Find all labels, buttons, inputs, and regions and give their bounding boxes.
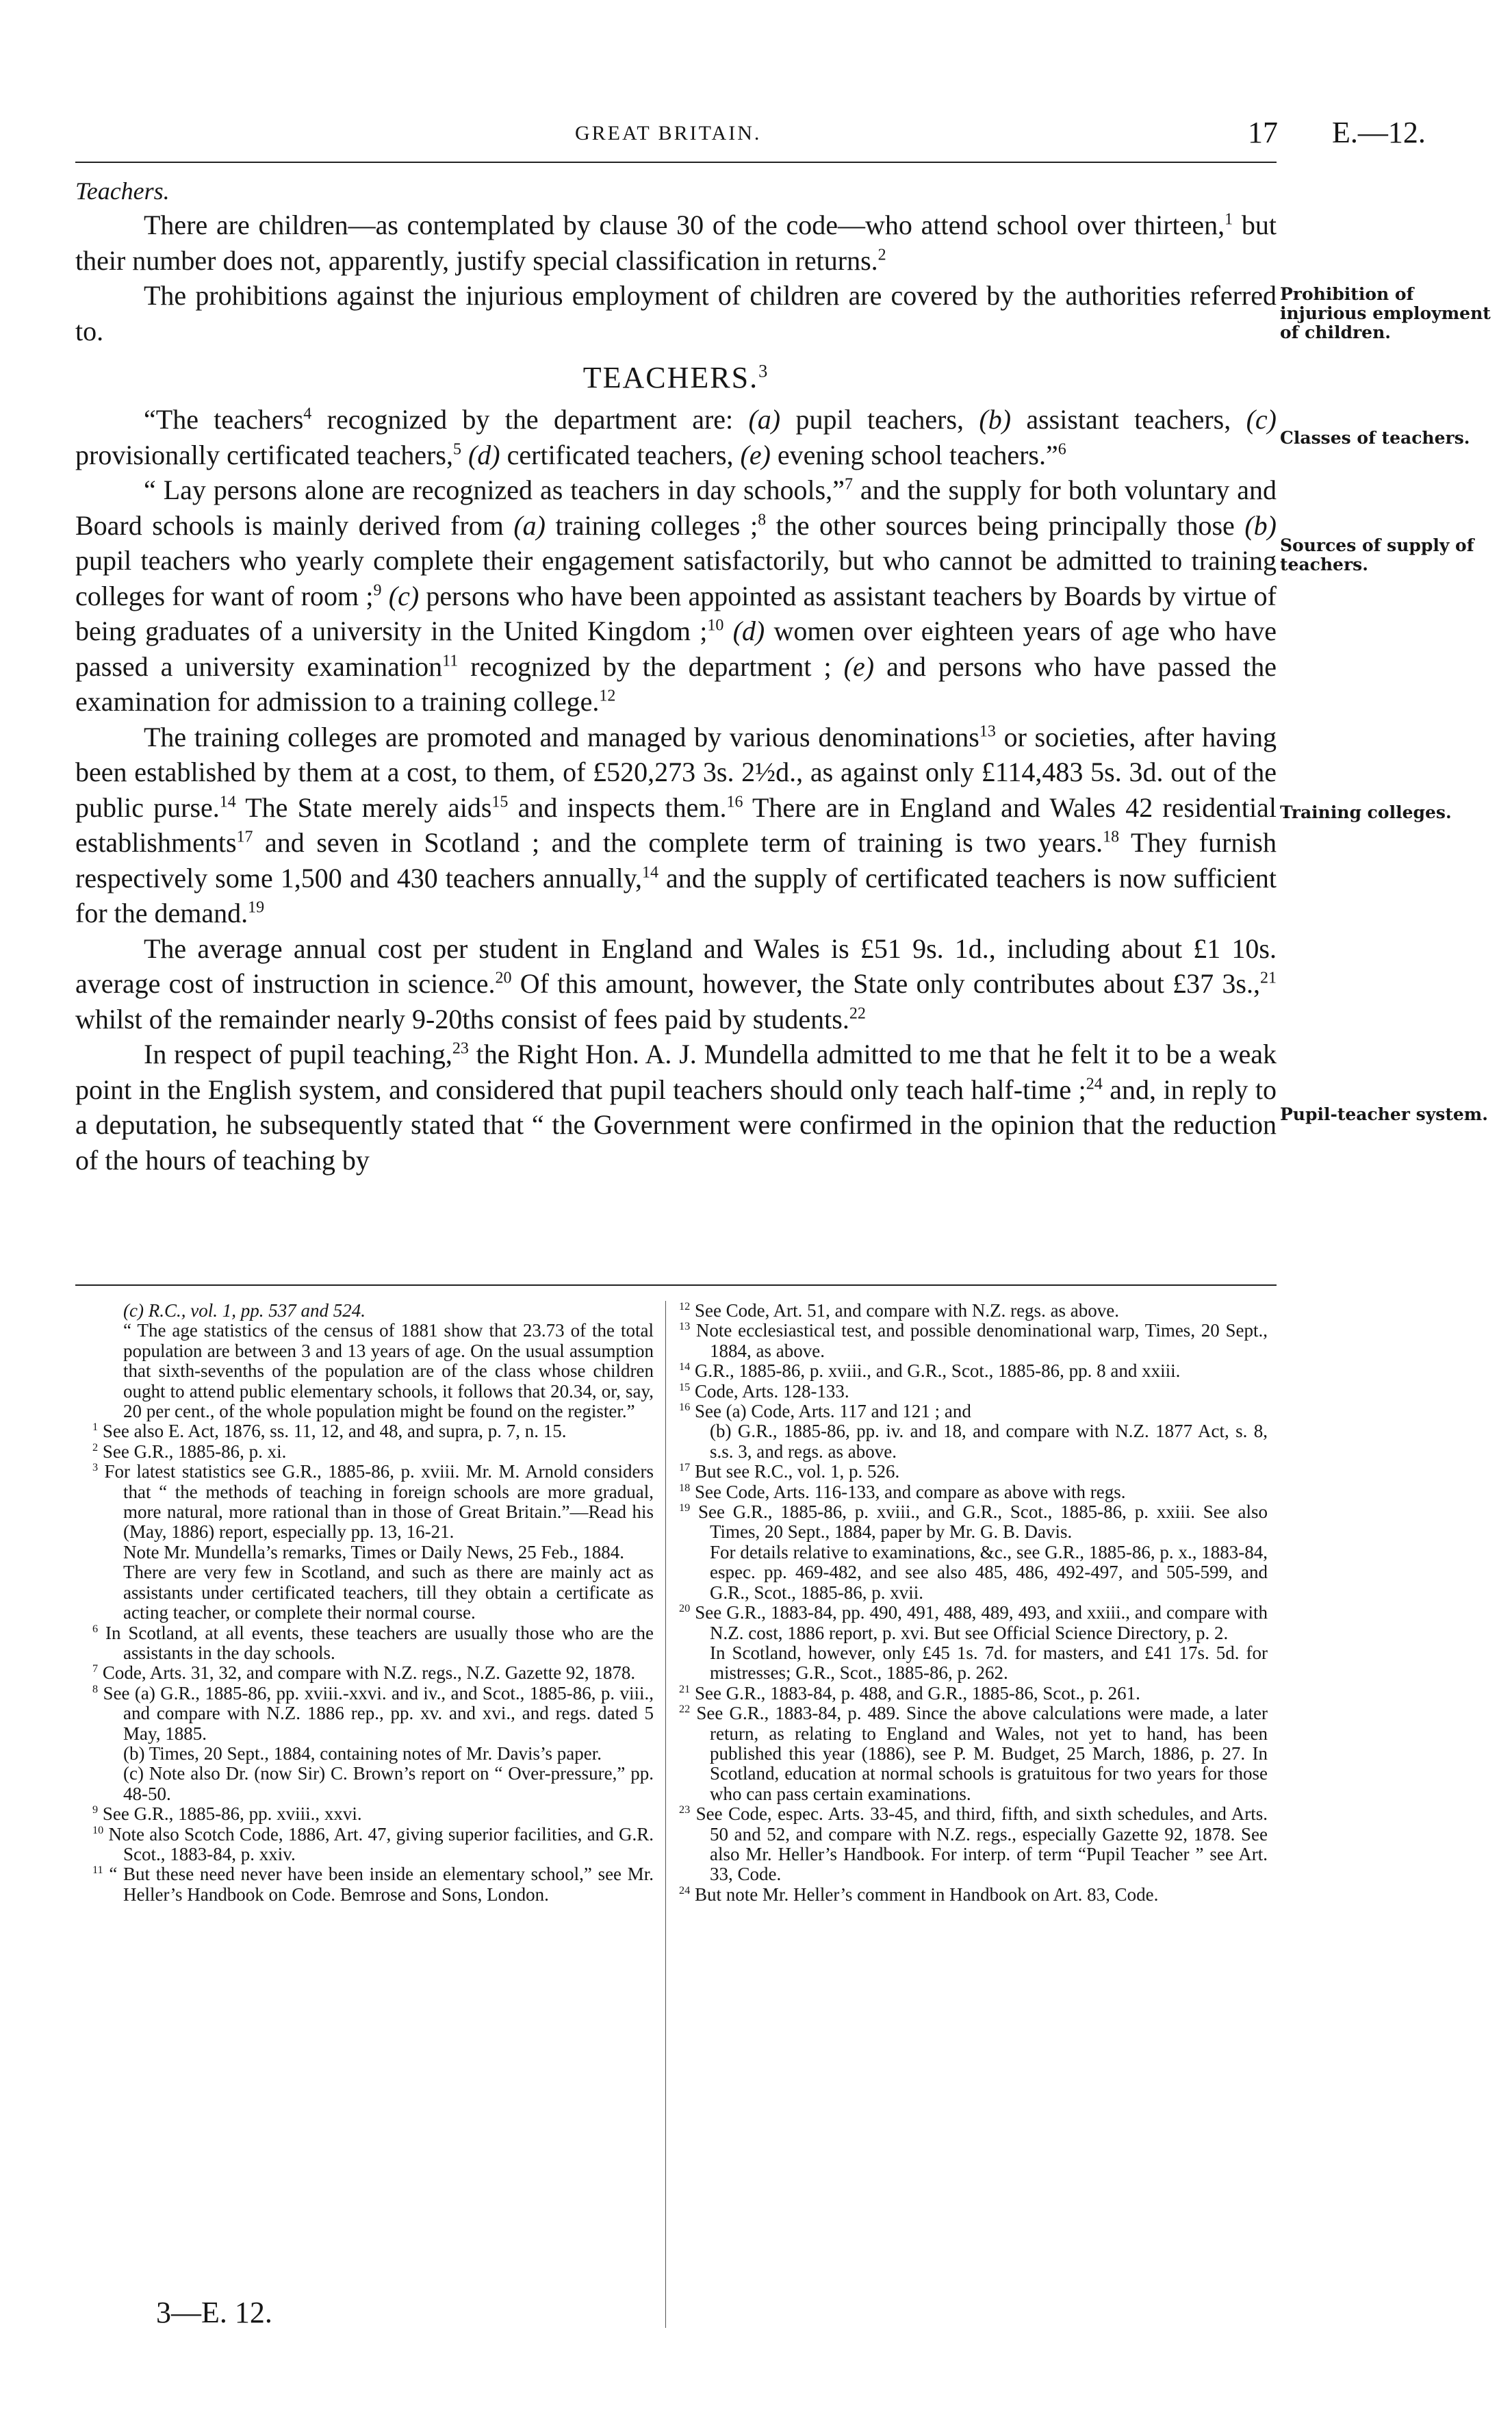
paragraph-pupil-teaching: In respect of pupil teaching,$^{23}$ the Right Hon. A. J. Mundella admitted to me that he felt it to be a weak point in the English system, and considered that pupil teachers should only teach half-time ;$^{24}$ and, in reply to a deputation, he subsequently stated that “ the Government were confirmed in the opinion that the reduction of the hours of teaching by	[75, 1039, 1277, 1176]
marginal-note-prohibition: Prohibition of injurious employment of children.	[1280, 284, 1491, 342]
footnote-left-2: $^1$ See also E. Act, 1876, ss. 11, 12, and 48, and supra, p. 7, n. 15.	[92, 1421, 567, 1442]
marginal-note-training: Training colleges.	[1280, 802, 1452, 822]
footnotes-right-column	[679, 1301, 1268, 1905]
footnote-left-4: $^3$ For latest statistics see G.R., 1885-86, p. xviii. Mr. M. Arnold considers that “ the methods of teaching in foreign schools are more gradual, more natural, more rational than in those of Great Britain.”—Read his (May, 1886) report, especially pp. 13, 16-21.	[92, 1461, 654, 1543]
footnote-right-2: $^{14}$ G.R., 1885-86, p. xviii., and G.R., Scot., 1885-86, pp. 8 and xxiii.	[679, 1360, 1181, 1382]
paragraph-prohibitions: The prohibitions against the injurious employment of children are covered by the authorities referred to.	[75, 280, 1277, 346]
footnote-right-1: $^{13}$ Note ecclesiastical test, and possible denominational warp, Times, 20 Sept., 1884, as above.	[679, 1320, 1268, 1361]
series-identifier: E.—12.	[1332, 116, 1426, 149]
paragraph-children-over-thirteen: There are children—as contemplated by clause 30 of the code—who attend school over thirteen,$^1$ but their number does not, apparently, justify special classification in returns.$^2$	[75, 210, 1277, 276]
footnote-right-0: $^{12}$ See Code, Art. 51, and compare with N.Z. regs. as above.	[679, 1300, 1120, 1321]
footnote-left-14: $^{11}$ “ But these need never have been inside an elementary school,” see Mr. Heller’s Handbook on Code. Bemrose and Sons, London.	[92, 1864, 654, 1905]
footnote-left-8: $^7$ Code, Arts. 31, 32, and compare with N.Z. regs., N.Z. Gazette 92, 1878.	[92, 1662, 636, 1684]
footnote-right-15: $^{24}$ But note Mr. Heller’s comment in Handbook on Art. 83, Code.	[679, 1884, 1159, 1905]
marginal-note-classes: Classes of teachers.	[1280, 428, 1470, 448]
footnote-right-4: $^{16}$ See (a) Code, Arts. 117 and 121 ; and	[679, 1401, 971, 1422]
main-text	[75, 175, 1277, 1178]
footnote-left-10: (b) Times, 20 Sept., 1884, containing notes of Mr. Davis’s paper.	[123, 1742, 602, 1764]
footnotes-left-column	[92, 1301, 654, 1905]
running-head: GREAT BRITAIN.	[575, 122, 762, 144]
footnote-right-10: $^{20}$ See G.R., 1883-84, pp. 490, 491, 488, 489, 493, and xxiii., and compare with N.Z. cost, 1886 report, p. xvi. But see Official Science Directory, p. 2.	[679, 1602, 1268, 1643]
footnote-left-13: $^{10}$ Note also Scotch Code, 1886, Art. 47, giving superior facilities, and G.R. Scot., 1883-84, p. xxiv.	[92, 1823, 654, 1864]
footnote-right-3: $^{15}$ Code, Arts. 128-133.	[679, 1380, 849, 1402]
footnote-column-divider	[665, 1301, 666, 2328]
marginal-note-sources: Sources of supply of teachers.	[1280, 535, 1474, 574]
footnote-left-12: $^9$ See G.R., 1885-86, pp. xviii., xxvi.	[92, 1803, 362, 1825]
teachers-caption: Teachers.	[75, 177, 170, 205]
footnote-left-9: $^8$ See (a) G.R., 1885-86, pp. xviii.-xxvi. and iv., and Scot., 1885-86, p. viii., and compare with N.Z. 1886 rep., pp. xv. and xvi., and regs. dated 5 May, 1885.	[92, 1682, 654, 1744]
paragraph-classes-of-teachers: “The teachers$^4$ recognized by the department are: (a) pupil teachers, (b) assistant teachers, (c) provisionally certificated teachers,$^5$ (d) certificated teachers, (e) evening school teachers.”$^6$	[75, 404, 1277, 470]
marginal-note-pupil-teacher: Pupil-teacher system.	[1280, 1104, 1488, 1124]
footnote-right-11: In Scotland, however, only £45 1s. 7d. for masters, and £41 17s. 5d. for mistresses; G.R., Scot., 1885-86, p. 262.	[710, 1642, 1268, 1684]
footnote-right-8: $^{19}$ See G.R., 1885-86, p. xviii., and G.R., Scot., 1885-86, p. xxiii. See also Times, 20 Sept., 1884, paper by Mr. G. B. Davis.	[679, 1501, 1268, 1543]
footnote-right-14: $^{23}$ See Code, espec. Arts. 33-45, and third, fifth, and sixth schedules, and Arts. 50 and 52, and compare with N.Z. regs., especially Gazette 92, 1878. See also Mr. Heller’s Handbook. For interp. of term “Pupil Teacher ” see Art. 33, Code.	[679, 1803, 1268, 1885]
page-number: 17	[1248, 116, 1278, 149]
footnote-right-9: For details relative to examinations, &c., see G.R., 1885-86, p. x., 1883-84, espec. pp. 469-482, and see also 485, 486, 492-497, and 505-599, and G.R., Scot., 1885-86, p. xvii.	[710, 1541, 1268, 1603]
footnote-right-6: $^{17}$ But see R.C., vol. 1, p. 526.	[679, 1461, 900, 1482]
footnote-left-0: (c) R.C., vol. 1, pp. 537 and 524.	[123, 1300, 366, 1321]
footnote-left-11: (c) Note also Dr. (now Sir) C. Brown’s report on “ Over-pressure,” pp. 48-50.	[123, 1763, 654, 1804]
footnote-right-12: $^{21}$ See G.R., 1883-84, p. 488, and G.R., 1885-86, Scot., p. 261.	[679, 1682, 1140, 1703]
footnote-right-5: (b) G.R., 1885-86, pp. iv. and 18, and compare with N.Z. 1877 Act, s. 8, s.s. 3, and regs. as above.	[710, 1421, 1268, 1462]
signature-mark: 3—E. 12.	[156, 2296, 272, 2329]
footnote-left-1: “ The age statistics of the census of 1881 show that 23.73 of the total population are between 3 and 13 years of age. On the usual assumption that sixth-sevenths of the population are of the class whose children ought to attend public elementary schools, it follows that 20.34, or, say, 20 per cent., of the whole population might be found on the register.”	[123, 1320, 654, 1422]
footnote-right-13: $^{22}$ See G.R., 1883-84, p. 489. Since the above calculations were made, a later return, as relating to England and Wales, not yet to hand, has been published this year (1886), see P. M. Budget, 25 March, 1886, p. 27. In Scotland, education at normal schools is gratuitous for two years for those who can pass certain examinations.	[679, 1703, 1268, 1804]
paragraph-average-cost: The average annual cost per student in England and Wales is £51 9s. 1d., including about £1 10s. average cost of instruction in science.$^{20}$ Of this amount, however, the State only contributes about £37 3s.,$^{21}$ whilst of the remainder nearly 9-20ths consist of fees paid by students.$^{22}$	[75, 933, 1277, 1035]
section-title-teachers: TEACHERS.$^3$	[582, 360, 769, 394]
footnote-right-7: $^{18}$ See Code, Arts. 116-133, and compare as above with regs.	[679, 1481, 1126, 1502]
page-header	[0, 115, 1512, 156]
paragraph-sources-of-supply: “ Lay persons alone are recognized as teachers in day schools,”$^7$ and the supply for both voluntary and Board schools is mainly derived from (a) training colleges ;$^8$ the other sources being principally those (b) pupil teachers who yearly complete their engagement satisfactorily, but who cannot be admitted to training colleges for want of room ;$^9$ (c) persons who have been appointed as assistant teachers by Boards by virtue of being graduates of a university in the United Kingdom ;$^{10}$ (d) women over eighteen years of age who have passed a university examination$^{11}$ recognized by the department ; (e) and persons who have passed the examination for admission to a training college.$^{12}$	[75, 474, 1277, 717]
paragraph-training-colleges: The training colleges are promoted and managed by various denominations$^{13}$ or societies, after having been established by them at a cost, to them, of £520,273 3s. 2½d., as against only £114,483 5s. 3d. out of the public purse.$^{14}$ The State merely aids$^{15}$ and inspects them.$^{16}$ There are in England and Wales 42 residential establishments$^{17}$ and seven in Scotland ; and the complete term of training is two years.$^{18}$ They furnish respectively some 1,500 and 430 teachers annually,$^{14}$ and the supply of certificated teachers is now sufficient for the demand.$^{19}$	[75, 721, 1277, 928]
footnote-left-6: There are very few in Scotland, and such as there are mainly act as assistants under certificated teachers, till they obtain a certificate as acting teacher, or complete their normal course.	[123, 1562, 654, 1623]
footnote-left-7: $^6$ In Scotland, at all events, these teachers are usually those who are the assistants in the day schools.	[92, 1622, 654, 1663]
footnote-left-5: Note Mr. Mundella’s remarks, Times or Daily News, 25 Feb., 1884.	[123, 1541, 624, 1562]
footnote-rule	[75, 1284, 1277, 1286]
footnote-left-3: $^2$ See G.R., 1885-86, p. xi.	[92, 1441, 287, 1462]
header-rule	[75, 162, 1277, 163]
